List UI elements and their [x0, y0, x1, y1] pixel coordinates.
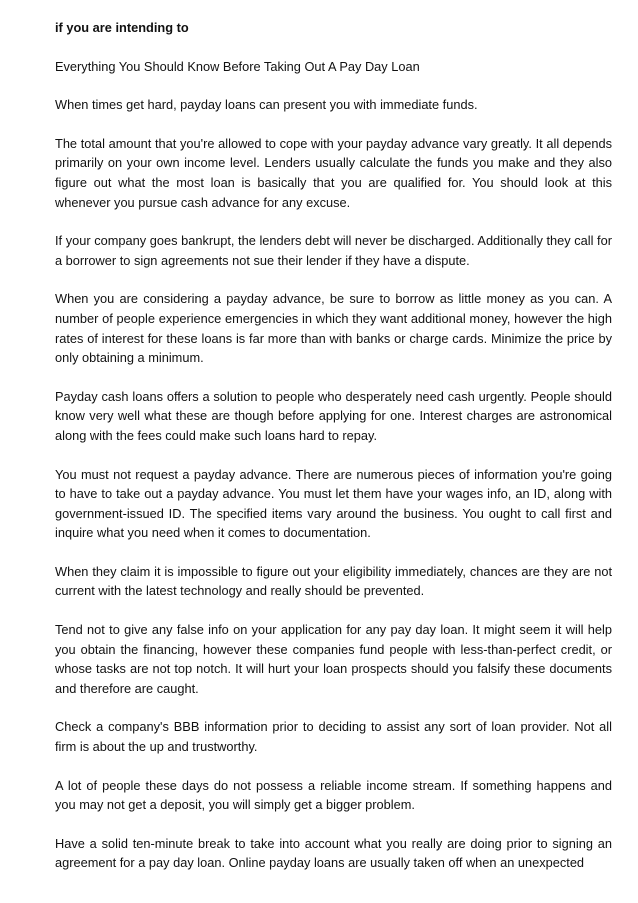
paragraph: If your company goes bankrupt, the lenders debt will never be discharged. Additionally they call for a borrower to sign agreements not sue their lender if they have a dispute.	[55, 233, 612, 268]
paragraph: Check a company's BBB information prior to deciding to assist any sort of loan provider. Not all firm is about the up and trustworthy.	[55, 719, 612, 755]
paragraph: Tend not to give any false info on your application for any pay day loan. It might seem it will help you obtain the financing, however these companies fund people with less-than-perfect credit, or whose tasks are not top notch. It will hurt your loan prospects should you falsify these documents and therefore are caught.	[55, 622, 612, 696]
paragraph: Payday cash loans offers a solution to people who desperately need cash urgently. People should know very well what these are though before applying for one. Interest charges are astronomical along with the fees could make such loans hard to repay.	[55, 388, 612, 443]
paragraph: Have a solid ten-minute break to take into account what you really are doing prior to signing an agreement for a pay day loan. Online payday loans are usually taken off when an unexpected	[55, 835, 612, 871]
paragraph: When times get hard, payday loans can present you with immediate funds.	[55, 97, 478, 113]
paragraph: The total amount that you're allowed to cope with your payday advance vary greatly. It all depends primarily on your own income level. Lenders usually calculate the funds you make and they also figure out what the most loan is basically that you are qualified for. You should look at this whenever you pursue cash advance for any excuse.	[55, 135, 612, 210]
paragraph: When they claim it is impossible to figure out your eligibility immediately, chances are they are not current with the latest technology and really should be prevented.	[55, 563, 612, 599]
paragraph: When you are considering a payday advance, be sure to borrow as little money as you can. A number of people experience emergencies in which they want additional money, however the high rates of interest for these loans is far more than with banks or charge cards. Minimize the price by only obtaining a minimum.	[55, 291, 612, 366]
document-heading: if you are intending to	[55, 20, 189, 35]
paragraph: You must not request a payday advance. There are numerous pieces of information you're going to have to take out a payday advance. You must let them have your wages info, an ID, along with government-issued ID. The specified items vary around the business. You ought to call first and inquire what you need when it comes to documentation.	[55, 466, 612, 541]
paragraph: A lot of people these days do not possess a reliable income stream. If something happens and you may not get a deposit, you will simply get a bigger problem.	[55, 777, 612, 813]
document-page	[55, 18, 612, 873]
paragraph-subtitle: Everything You Should Know Before Taking Out A Pay Day Loan	[55, 58, 420, 74]
